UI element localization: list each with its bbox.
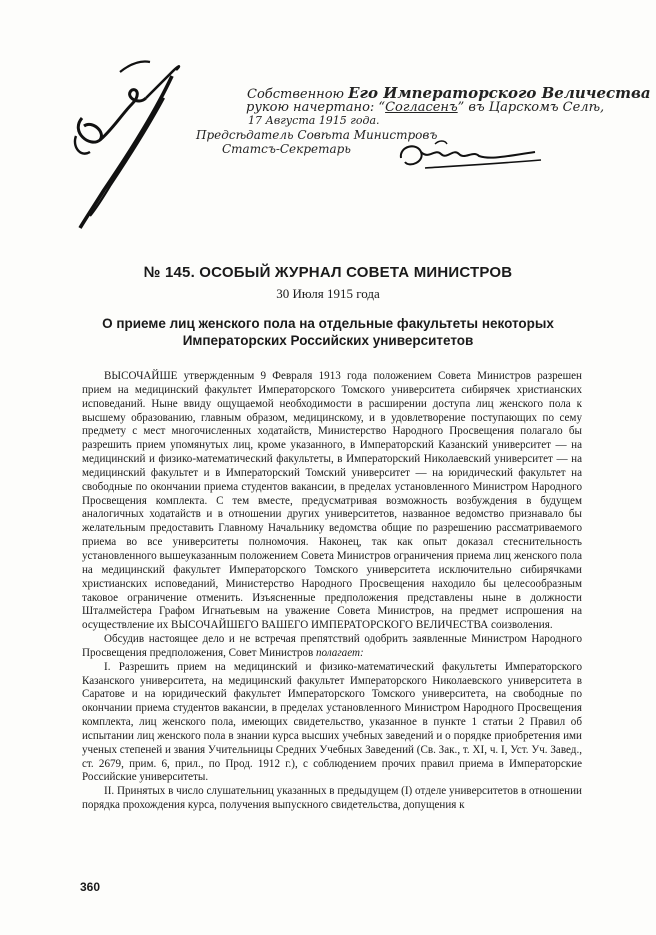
resolution-agreed-word: Согласенъ — [385, 100, 458, 115]
paragraph-2-text: Обсудив настоящее дело и не встречая препятствий одобрить заявленные Министром Народного Просвещения предположения, Совет Министров — [82, 633, 582, 659]
body-paragraph-3: I. Разрешить прием на медицинский и физико-математический факультеты Императорского Казанского университета, на медицинский факультет Императорского Николаевского университета в Саратове и на юридический факультет Императорского Томского университета, на свободные по окончании приема студентов вакансии, в пределах установленного Министром Народного Просвещения комплекта, лиц женского пола, имеющих свидетельство, указанное в пункте 1 статьи 2 Правил об испытании лиц женского пола в знании курса высших учебных заведений и о порядке приобретения ими ученых степеней и звания Учительницы Средних Учебных Заведений (Св. Зак., т. XI, ч. I, Уст. Уч. Завед., ст. 2679, прим. 6, прил., по Прод. 1912 г.), с соблюдением прочих правил приема в Императорские Российские университеты. — [82, 660, 582, 784]
body-paragraph-2 — [82, 633, 582, 661]
body-paragraph-1: ВЫСОЧАЙШЕ утвержденным 9 Февраля 1913 года положением Совета Министров разрешен прием на медицинский факультет Императорского Томского университета сибирячек христианских исповеданий. Ныне ввиду ощущаемой необходимости в расширении доступа лиц женского пола к высшему образованию, главным образом, медицинскому, и в удовлетворение поступающих по сему предмету с мест многочисленных ходатайств, Министерство Народного Просвещения полагало бы разрешить прием упомянутых лиц, кроме указанного, в Императорский Казанский университет — на медицинский и физико-математический факультеты, в Императорский Николаевский университет — на медицинский факультет и в Императорский Томский университет — на юридический факультет на свободные по окончании приема студентов вакансии, в пределах установленного Министром Народного Просвещения комплекта. С тем вместе, предусматривая возможность возбуждения в будущем аналогичных ходатайств и в отношении других университетов, названное ведомство признавало бы желательным предоставить Главному Начальнику ведомства общие по разрешению рассматриваемого приема во все университеты полномочия. Наконец, так как опыт доказал стеснительность установленного вышеуказанным положением Совета Министров ограничения приема лиц женского пола на медицинский факультет Императорского Томского университета исключительно сибирячками христианских исповеданий, Министерство Народного Просвещения находило бы целесообразным таковое ограничение отменить. Изъясненные предположения представлены ныне в должности Шталмейстера Графом Игнатьевым на уважение Совета Министров, на предмет испрошения на осуществление их ВЫСОЧАЙШЕГО ВАШЕГО ИМПЕРАТОРСКОГО ВЕЛИЧЕСТВА соизволения. — [82, 370, 582, 632]
resolution-prefix: Собственною — [247, 87, 344, 102]
journal-date: 30 Июля 1915 года — [276, 286, 380, 301]
resolution-secretary: Статсъ-Секретарь — [222, 142, 351, 156]
handwritten-resolution — [0, 0, 656, 250]
resolution-line2-suffix: ” въ Царскомъ Селѣ, — [457, 100, 605, 115]
imperial-signature-mark — [60, 40, 200, 240]
body-paragraph-4: II. Принятых в число слушательниц указанных в предыдущем (I) отделе университетов в отношении порядка прохождения курса, получения выпускного свидетельства, допущения к — [82, 785, 582, 812]
paragraph-2-resolves: полагает: — [316, 646, 364, 659]
journal-subject-line-1: О приеме лиц женского пола на отдельные факультеты некоторых — [102, 316, 554, 331]
journal-body — [82, 370, 582, 813]
resolution-line-2 — [246, 100, 604, 115]
chairman-signature-mark — [395, 138, 545, 178]
journal-subject-line-2: Императорских Российских университетов — [182, 333, 474, 348]
journal-title: № 145. ОСОБЫЙ ЖУРНАЛ СОВЕТА МИНИСТРОВ — [143, 264, 513, 281]
resolution-line2-prefix: рукою начертано: “ — [246, 100, 386, 115]
resolution-chairman: Предсѣдатель Совѣта Министровъ — [196, 128, 438, 142]
resolution-date: 17 Августа 1915 года. — [248, 114, 380, 127]
page-number: 360 — [80, 880, 101, 894]
resolution-majesty: Его Императорского Величества — [348, 84, 651, 102]
